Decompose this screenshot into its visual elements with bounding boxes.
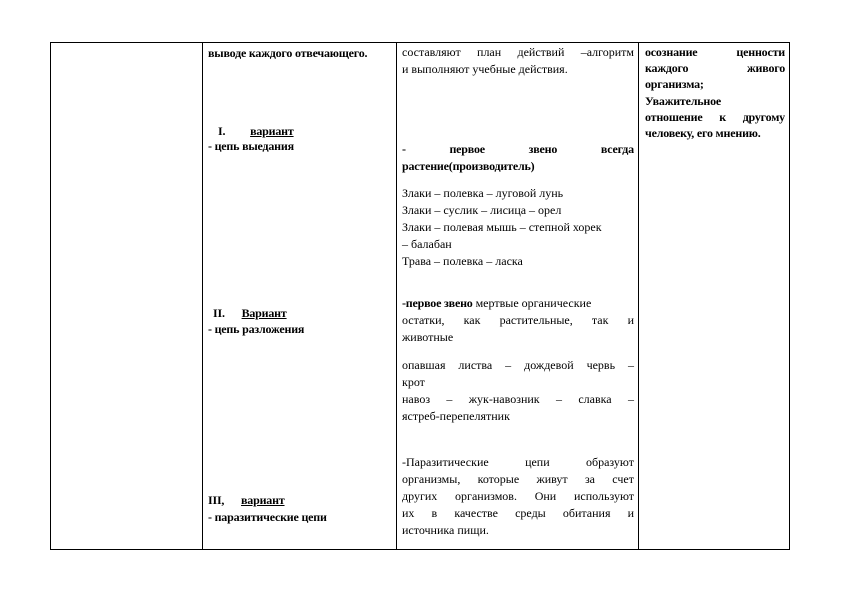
word: живут — [536, 472, 568, 486]
word: – — [505, 358, 512, 372]
word: так — [591, 313, 609, 327]
food-chain-item: Злаки – полевая мышь – степной хорек — [402, 220, 602, 234]
group2-line-1 — [402, 296, 591, 311]
col4-line-1 — [645, 45, 785, 60]
food-chain-item: Злаки – суслик – лисица – орел — [402, 203, 562, 217]
col2-header-line: выводе каждого отвечающего. — [208, 46, 368, 60]
word: план — [477, 45, 502, 59]
column-divider — [202, 42, 203, 550]
variant-3-chain: - паразитические цепи — [208, 510, 327, 524]
word: действий — [517, 45, 565, 59]
word: ценности — [736, 45, 785, 59]
food-chain-item: Трава – полевка – ласка — [402, 254, 523, 268]
food-chain-item: – балабан — [402, 237, 452, 251]
column-divider — [396, 42, 397, 550]
word: растительные, — [499, 313, 573, 327]
group2-lead: -первое звено — [402, 296, 473, 310]
group2-chain-2-end: ястреб-перепелятник — [402, 409, 510, 423]
word: остатки, — [402, 313, 445, 327]
variant-1-heading — [218, 124, 294, 139]
col3-top-line-2: и выполняют учебные действия. — [402, 62, 568, 76]
word: – — [555, 392, 562, 406]
variant-1-number: I. — [218, 124, 226, 138]
word: используют — [573, 489, 634, 503]
word: – — [627, 358, 634, 372]
word: листва — [458, 358, 493, 372]
col4-line-3: организма; — [645, 77, 704, 91]
word: за — [584, 472, 596, 486]
word: составляют — [402, 45, 461, 59]
variant-1-word: вариант — [250, 124, 294, 138]
word: счет — [612, 472, 634, 486]
word: –алгоритм — [580, 45, 634, 59]
word: Они — [534, 489, 557, 503]
word: – — [627, 392, 634, 406]
word: другому — [742, 110, 785, 124]
word: дождевой — [524, 358, 574, 372]
variant-2-chain: - цепь разложения — [208, 322, 305, 336]
word: всегда — [600, 142, 634, 156]
variant-1-chain: - цепь выедания — [208, 139, 294, 153]
group2-line-2 — [402, 313, 634, 328]
word: к — [719, 110, 726, 124]
variant-2-number: II. — [213, 306, 225, 320]
word: живого — [747, 61, 785, 75]
word: первое — [449, 142, 485, 156]
variant-3-heading — [208, 493, 285, 508]
group2-lead-rest: мертвые органические — [475, 296, 592, 310]
col4-line-4: Уважительное — [645, 94, 722, 108]
group1-line-1 — [402, 142, 634, 157]
column-divider — [638, 42, 639, 550]
variant-3-number: III, — [208, 493, 225, 507]
word: других — [402, 489, 438, 503]
group2-line-3: животные — [402, 330, 454, 344]
group2-chain-1 — [402, 358, 634, 373]
word: их — [402, 506, 415, 520]
group2-chain-1-end: крот — [402, 375, 425, 389]
word: среды — [515, 506, 546, 520]
word: каждого — [645, 61, 689, 75]
col4-line-2 — [645, 61, 785, 76]
word: и — [627, 506, 634, 520]
word: качестве — [454, 506, 498, 520]
group3-line-5: источника пищи. — [402, 523, 489, 537]
word: -Паразитические — [402, 455, 489, 469]
word: звено — [528, 142, 558, 156]
word: - — [402, 142, 406, 156]
word: – — [446, 392, 453, 406]
word: славка — [578, 392, 612, 406]
word: осознание — [645, 45, 698, 59]
word: и — [627, 313, 634, 327]
word: обитания — [562, 506, 611, 520]
group3-line-2 — [402, 472, 634, 487]
food-chain-item: Злаки – полевка – луговой лунь — [402, 186, 564, 200]
word: образуют — [586, 455, 634, 469]
variant-2-heading — [213, 306, 287, 321]
word: цепи — [525, 455, 550, 469]
group3-line-1 — [402, 455, 634, 470]
variant-3-word: вариант — [241, 493, 285, 507]
col4-line-5 — [645, 110, 785, 125]
group3-line-3 — [402, 489, 634, 504]
word: организмов. — [455, 489, 517, 503]
word: организмы, — [402, 472, 461, 486]
word: опавшая — [402, 358, 446, 372]
variant-2-word: Вариант — [241, 306, 287, 320]
col3-top-line-1 — [402, 45, 634, 60]
word: как — [463, 313, 481, 327]
word: навоз — [402, 392, 431, 406]
group1-line-2: растение(производитель) — [402, 159, 535, 173]
word: которые — [477, 472, 520, 486]
word: в — [431, 506, 438, 520]
word: жук-навозник — [468, 392, 540, 406]
col4-line-6: человеку, его мнению. — [645, 126, 761, 140]
group3-line-4 — [402, 506, 634, 521]
word: червь — [586, 358, 616, 372]
word: отношение — [645, 110, 703, 124]
group2-chain-2 — [402, 392, 634, 407]
